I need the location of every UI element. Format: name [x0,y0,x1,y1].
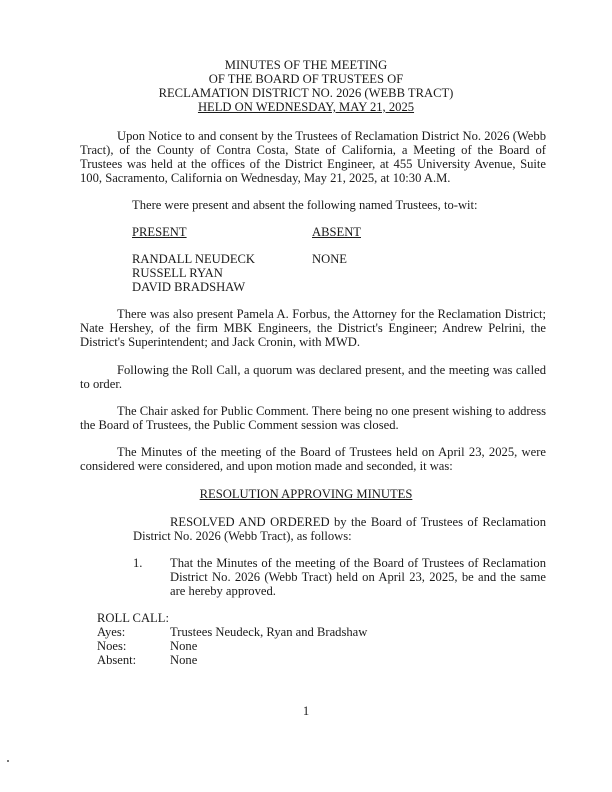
public-comment-paragraph: The Chair asked for Public Comment. There being no one present wishing to address the Board of Trustees, the Public Comment session was closed. [80,404,546,432]
page-number: 1 [302,704,310,718]
roll-call-label: Ayes: [97,625,126,639]
roll-call-value: None [170,653,198,667]
absent-heading: ABSENT [312,225,361,239]
header-line-2: OF THE BOARD OF TRUSTEES OF [208,72,404,86]
resolved-paragraph: RESOLVED AND ORDERED by the Board of Trustees of Reclamation District No. 2026 (Webb Tract), as follows: [133,515,546,543]
present-trustee: RANDALL NEUDECK [132,252,256,266]
roll-call-value: None [170,639,198,653]
resolution-heading: RESOLUTION APPROVING MINUTES [199,487,413,501]
roll-call-row [97,625,367,640]
header-line-1: MINUTES OF THE MEETING [224,58,388,72]
scan-speck [7,760,9,762]
present-trustee: DAVID BRADSHAW [132,280,246,294]
roll-call-value: Trustees Neudeck, Ryan and Bradshaw [170,625,368,639]
minutes-paragraph: The Minutes of the meeting of the Board of Trustees held on April 23, 2025, were considered were considered, and upon motion made and seconded, it was: [80,445,546,473]
header-line-3: RECLAMATION DISTRICT NO. 2026 (WEBB TRACT) [158,86,454,100]
roll-call-label: Noes: [97,639,127,653]
roll-call-paragraph: Following the Roll Call, a quorum was declared present, and the meeting was called to order. [80,363,546,391]
also-present-paragraph: There was also present Pamela A. Forbus, the Attorney for the Reclamation District; Nate Hershey, of the firm MBK Engineers, the District's Engineer; Andrew Pelrini, the District's Superintendent; and Jack Cronin, with MWD. [80,307,546,349]
roll-call-row [97,639,197,654]
present-trustee: RUSSELL RYAN [132,266,223,280]
item-text: That the Minutes of the meeting of the Board of Trustees of Reclamation District No. 2026 (Webb Tract) held on April 23, 2025, be and the same are hereby approved. [170,556,546,598]
intro-paragraph: Upon Notice to and consent by the Trustees of Reclamation District No. 2026 (Webb Tract), of the County of Contra Costa, State of California, a Meeting of the Board of Trustees was held at the offices of the District Engineer, at 455 University Avenue, Suite 100, Sacramento, California on Wednesday, May 21, 2025, at 10:30 A.M. [80,129,546,185]
roll-call-label: Absent: [97,653,137,667]
absent-trustee: NONE [312,252,347,266]
header-line-4: HELD ON WEDNESDAY, MAY 21, 2025 [197,100,415,114]
present-heading: PRESENT [132,225,187,239]
attendance-intro: There were present and absent the following named Trustees, to-wit: [132,198,478,212]
roll-call-heading: ROLL CALL: [97,611,169,625]
roll-call-row [97,653,197,668]
item-number: 1. [133,556,143,570]
minutes-header [0,58,612,114]
